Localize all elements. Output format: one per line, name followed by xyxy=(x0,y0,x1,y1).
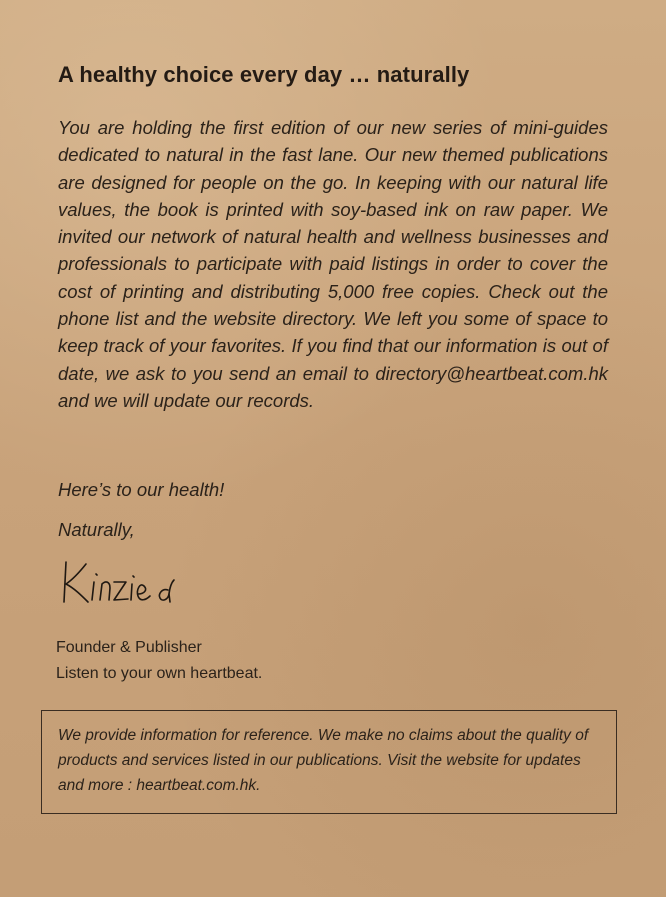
disclaimer-text: We provide information for reference. We make no claims about the quality of products and services listed in our publications. Visit the website for updates and more : heartbeat.com.hk. xyxy=(58,727,589,794)
page-title: A healthy choice every day … naturally xyxy=(58,62,470,87)
tagline: Listen to your own heartbeat. xyxy=(56,665,263,682)
intro-paragraph: You are holding the first edition of our new series of mini-guides dedicated to natural in the fast lane. Our new themed publications are designed for people on the go. In keeping with our natural life values, the book is printed with soy-based ink on raw paper. We invited our network of natural health and wellness businesses and professionals to participate with paid listings in order to cover the cost of printing and distributing 5,000 free copies. Check out the phone list and the website directory. We left you some of space to keep track of your favorites. If you find that our information is out of date, we ask to you send an email to directory@heartbeat.com.hk and we will update our records. xyxy=(58,117,608,411)
disclaimer-box xyxy=(41,710,617,814)
signoff-line: Naturally, xyxy=(58,519,135,540)
cheer-line: Here’s to our health! xyxy=(58,479,225,500)
signature-icon xyxy=(56,552,196,612)
signer-role: Founder & Publisher xyxy=(56,639,202,656)
